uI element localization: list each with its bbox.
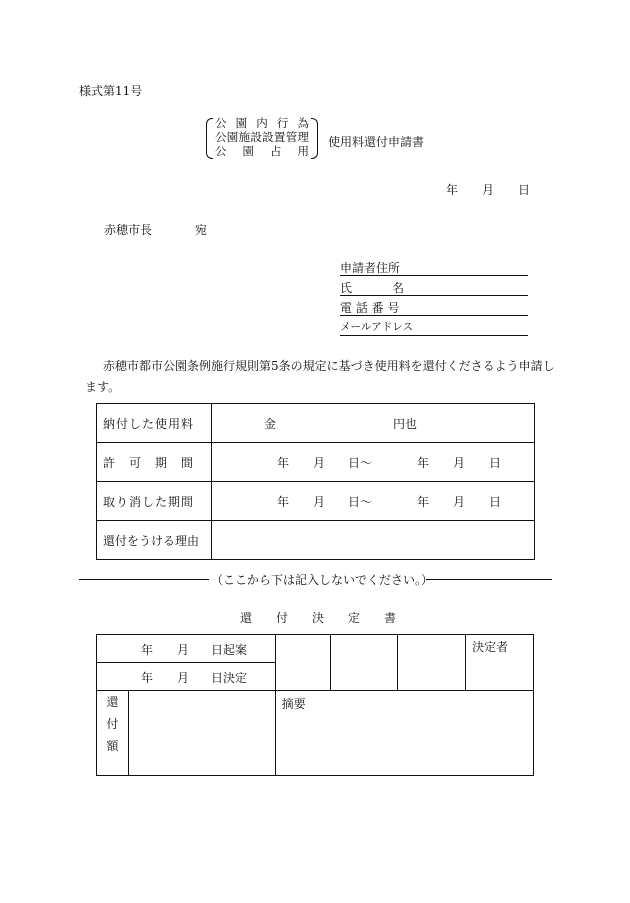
application-table bbox=[96, 403, 535, 560]
paid-fee-label: 納付した使用料 bbox=[97, 404, 212, 443]
drafted-date-cell[interactable] bbox=[97, 635, 276, 663]
separator-text: （ここから下は記入しないでください。） bbox=[211, 573, 434, 587]
draft-month: 月 bbox=[177, 642, 190, 657]
unit: 月 bbox=[453, 456, 466, 470]
summary-label: 摘要 bbox=[281, 697, 306, 711]
form-number: 様式第11号 bbox=[79, 84, 143, 98]
unit: 月 bbox=[453, 495, 466, 509]
bracket-line: 公 園 占 用 bbox=[215, 144, 309, 158]
draft-year: 年 bbox=[141, 642, 154, 657]
unit: 日 bbox=[489, 495, 502, 509]
applicant-address-field[interactable] bbox=[340, 259, 528, 276]
paid-fee-cell[interactable] bbox=[212, 404, 535, 443]
date-month: 月 bbox=[482, 183, 495, 197]
unit: 年 bbox=[277, 456, 290, 470]
date-day: 日 bbox=[518, 183, 531, 197]
unit: 年 bbox=[417, 495, 430, 509]
decided-date-cell[interactable] bbox=[97, 663, 276, 691]
refund-amount-cell[interactable] bbox=[128, 691, 275, 776]
decider-box[interactable] bbox=[466, 635, 534, 691]
applicant-address-label: 申請者住所 bbox=[340, 261, 401, 275]
addressee: 赤穂市長 bbox=[104, 223, 153, 237]
refund-amount-label bbox=[97, 691, 129, 776]
date-year: 年 bbox=[446, 183, 459, 197]
unit: 年 bbox=[417, 456, 430, 470]
unit: 月 bbox=[313, 456, 326, 470]
summary-cell[interactable] bbox=[275, 691, 533, 776]
draft-day: 日起案 bbox=[211, 642, 248, 657]
cancelled-period-cell[interactable] bbox=[212, 482, 535, 521]
document-title: 使用料還付申請書 bbox=[328, 135, 425, 149]
name-label-1: 氏 bbox=[340, 281, 353, 295]
decide-day: 日決定 bbox=[211, 670, 248, 685]
separator-line-left bbox=[79, 579, 209, 580]
name-label-2: 名 bbox=[392, 281, 405, 295]
applicant-phone-field[interactable] bbox=[340, 299, 528, 316]
approval-box-1[interactable] bbox=[275, 635, 331, 691]
category-bracket bbox=[206, 118, 318, 159]
unit: 日 bbox=[489, 456, 502, 470]
separator-line-right bbox=[426, 579, 552, 580]
refund-char: 還 bbox=[106, 695, 119, 709]
unit: 年 bbox=[277, 495, 290, 509]
email-label: メールアドレス bbox=[340, 321, 413, 333]
refund-char: 額 bbox=[106, 739, 119, 753]
applicant-email-field[interactable] bbox=[340, 319, 528, 336]
unit: 日〜 bbox=[348, 495, 373, 509]
fee-prefix: 金 bbox=[264, 417, 277, 431]
decide-year: 年 bbox=[141, 670, 154, 685]
decision-title: 還 付 決 定 書 bbox=[240, 611, 397, 625]
bracket-line: 公園施設設置管理 bbox=[215, 130, 309, 144]
applicant-name-field[interactable] bbox=[340, 279, 528, 296]
bracket-right bbox=[311, 118, 318, 159]
refund-char: 付 bbox=[106, 717, 119, 731]
decision-table bbox=[96, 634, 534, 776]
permit-period-cell[interactable] bbox=[212, 443, 535, 482]
phone-label: 電 話 番 号 bbox=[340, 301, 400, 315]
addressee-suffix: 宛 bbox=[195, 223, 208, 237]
refund-reason-cell[interactable] bbox=[212, 521, 535, 560]
bracket-left bbox=[206, 118, 213, 159]
request-body-text: 赤穂市都市公園条例施行規則第5条の規定に基づき使用料を還付くださるよう申請します。 bbox=[85, 359, 555, 394]
unit: 日〜 bbox=[348, 456, 373, 470]
unit: 月 bbox=[313, 495, 326, 509]
decider-label: 決定者 bbox=[472, 640, 509, 654]
bracket-line: 公 園 内 行 為 bbox=[215, 116, 309, 130]
cancelled-period-label: 取り消した期間 bbox=[97, 482, 212, 521]
approval-box-2[interactable] bbox=[331, 635, 398, 691]
approval-box-3[interactable] bbox=[398, 635, 466, 691]
permit-period-label: 許 可 期 間 bbox=[97, 443, 212, 482]
refund-reason-label: 還付をうける理由 bbox=[97, 521, 212, 560]
decide-month: 月 bbox=[177, 670, 190, 685]
fee-suffix: 円也 bbox=[393, 417, 418, 431]
